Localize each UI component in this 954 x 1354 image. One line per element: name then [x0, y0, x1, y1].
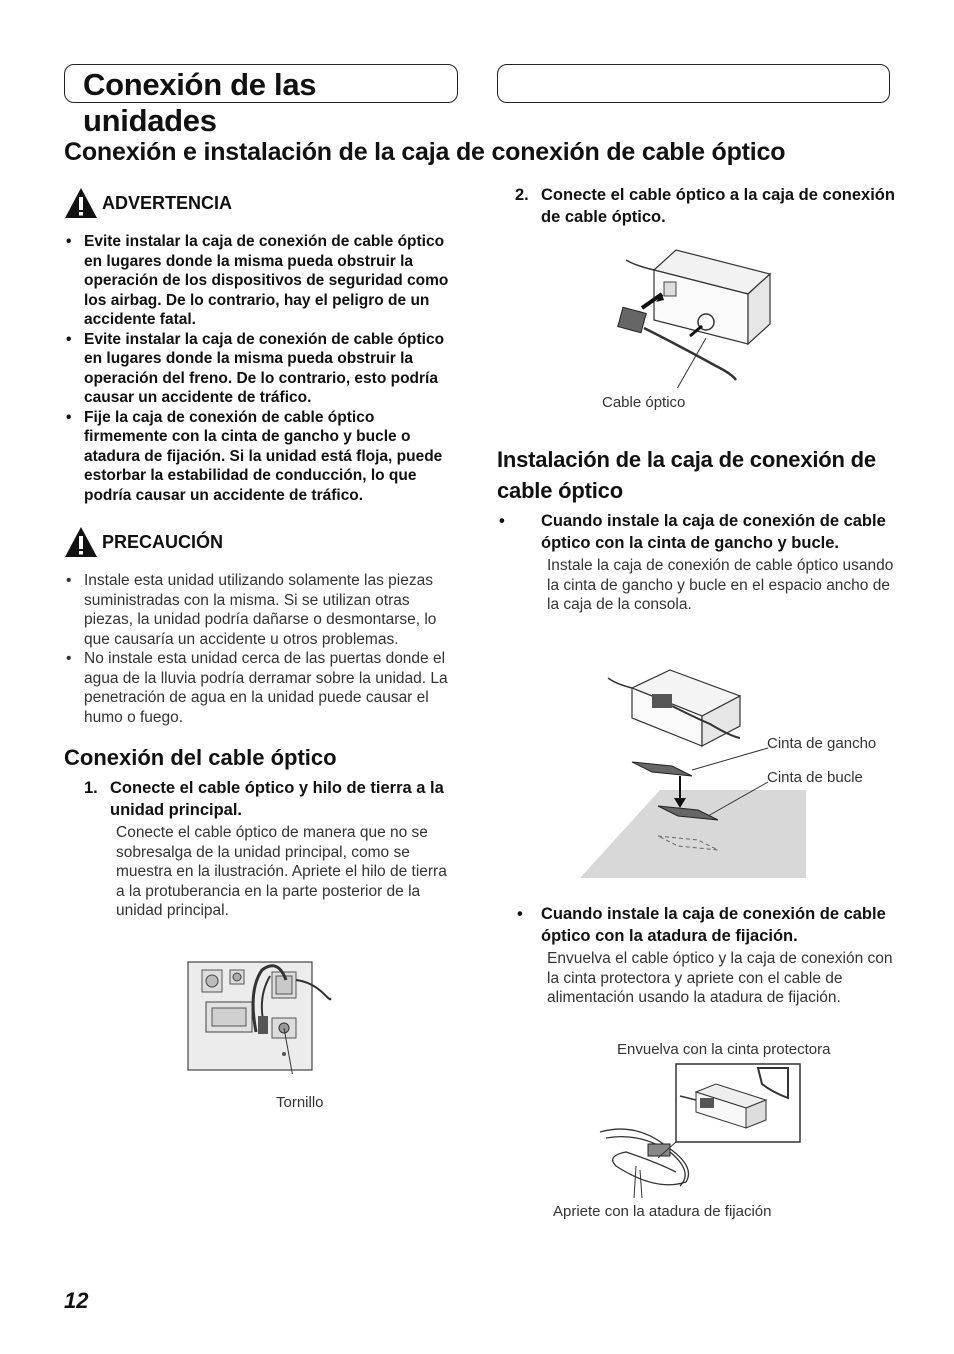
- step-2-number: 2.: [515, 186, 529, 204]
- warning-header: [64, 186, 454, 220]
- wrap-caption: Envuelva con la cinta protectora: [617, 1041, 831, 1058]
- connection-heading: Conexión del cable óptico: [64, 745, 337, 770]
- step-2-title: Conecte el cable óptico a la caja de conexión de cable óptico.: [541, 186, 895, 226]
- installation-heading: Instalación de la caja de conexión de cable óptico: [497, 447, 876, 503]
- caution-label: PRECAUCIÓN: [102, 531, 224, 552]
- list-item: • Evite instalar la caja de conexión de cable óptico en lugares donde la misma pueda obstruir la operación del freno. De lo contrario, esto podría causar un accidente de tráfico.: [64, 330, 454, 408]
- installation-section: [497, 444, 897, 615]
- list-item: • Evite instalar la caja de conexión de cable óptico en lugares donde la misma pueda obstruir la operación de los dispositivos de seguridad como los airbag. De lo contrario, hay el peligro de un accidente fatal.: [64, 232, 454, 330]
- hook-caption: Cinta de gancho: [767, 735, 877, 752]
- main-heading: Conexión e instalación de la caja de conexión de cable óptico: [64, 138, 786, 166]
- bullet-tie: [515, 903, 895, 947]
- step-2: [515, 184, 895, 228]
- section-header-box: [64, 64, 458, 138]
- step-1-number: 1.: [84, 779, 98, 797]
- cable-caption: Cable óptico: [602, 394, 686, 411]
- step-1: [64, 777, 454, 821]
- list-item: • Fije la caja de conexión de cable óptico firmemente con la cinta de gancho y bucle o atadura de fijación. Si la unidad está floja, puede estorbar la estabilidad de conducción, lo que podría causar un accidente de tráfico.: [64, 408, 454, 506]
- bullet-hook-loop-description: Instale la caja de conexión de cable óptico usando la cinta de gancho y bucle en el espacio ancho de la caja de la consola.: [547, 557, 894, 613]
- bullet-hook-loop: [497, 510, 897, 554]
- right-column: [515, 184, 895, 228]
- bullet-hook-loop-title: Cuando instale la caja de conexión de cable óptico con la cinta de gancho y bucle.: [541, 512, 886, 552]
- caution-icon: [64, 526, 98, 558]
- list-item: • No instale esta unidad cerca de las puertas donde el agua de la lluvia podría derramar sobre la unidad. La penetración de agua en la unidad puede causar el humo o fuego.: [64, 649, 454, 727]
- page-number: 12: [64, 1288, 89, 1313]
- head-unit-rear-figure: [186, 960, 334, 1074]
- left-column: [64, 186, 454, 921]
- warning-list: [64, 232, 454, 505]
- caution-list: [64, 571, 454, 727]
- tie-caption: Apriete con la atadura de fijación: [553, 1203, 772, 1220]
- step-1-description: Conecte el cable óptico de manera que no se sobresalga de la unidad principal, como se muestra en la ilustración. Apriete el hilo de tierra a la protuberancia en la parte posterior de la unidad principal.: [116, 824, 447, 919]
- step-1-title: Conecte el cable óptico y hilo de tierra a la unidad principal.: [110, 779, 444, 819]
- header-blank-box: [497, 64, 890, 103]
- optical-box-connection-figure: [606, 248, 776, 388]
- tie-section: [515, 903, 895, 1008]
- list-item: • Instale esta unidad utilizando solamente las piezas suministradas con la misma. Si se utilizan otras piezas, la unidad podría dañarse o desmontarse, lo que causaría un accidente u otros problemas.: [64, 571, 454, 649]
- screw-caption: Tornillo: [276, 1094, 324, 1111]
- wrap-tie-figure: [596, 1062, 806, 1200]
- section-title: Conexión de las unidades: [83, 67, 317, 138]
- warning-icon: [64, 187, 98, 219]
- bullet-tie-title: Cuando instale la caja de conexión de cable óptico con la atadura de fijación.: [541, 905, 886, 945]
- caution-header: [64, 525, 454, 559]
- loop-caption: Cinta de bucle: [767, 769, 863, 786]
- warning-label: ADVERTENCIA: [102, 192, 233, 213]
- bullet-tie-description: Envuelva el cable óptico y la caja de conexión con la cinta protectora y apriete con el cable de alimentación usando la atadura de fijación.: [547, 950, 893, 1006]
